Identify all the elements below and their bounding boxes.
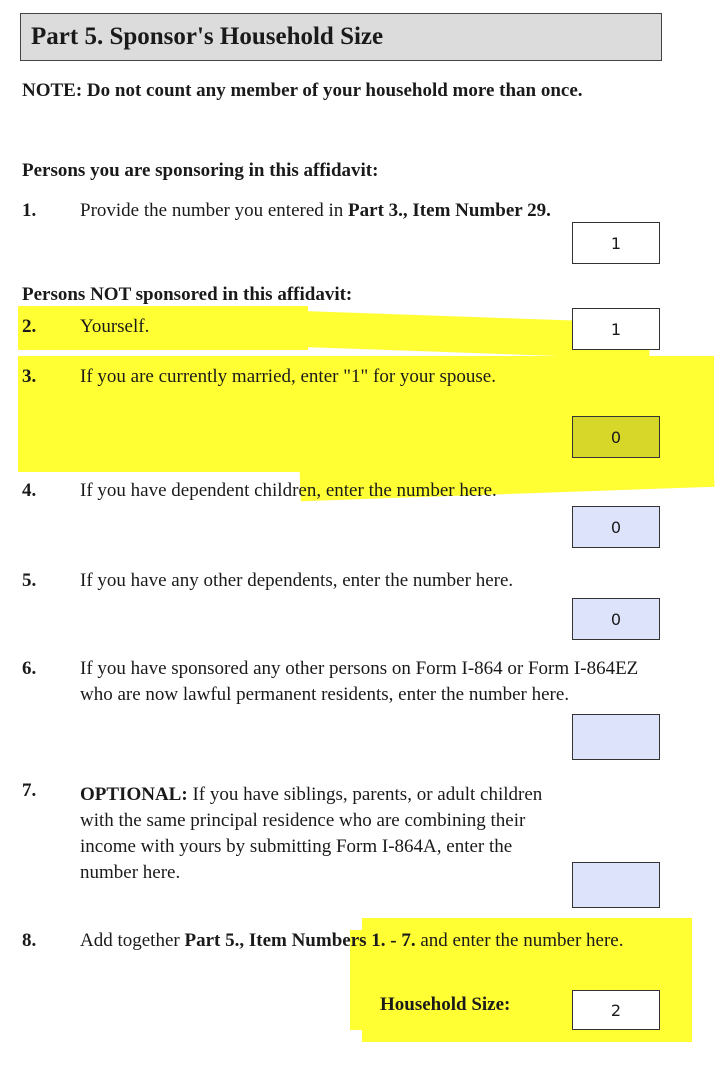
item-number: 7. — [22, 780, 37, 801]
section-heading-not-sponsored: Persons NOT sponsored in this affidavit: — [22, 284, 353, 305]
item-6-field[interactable] — [572, 714, 660, 760]
item-1-field[interactable]: 1 — [572, 222, 660, 264]
part-title: Part 5. Sponsor's Household Size — [31, 23, 384, 50]
part-header — [20, 13, 662, 61]
item-text: OPTIONAL: If you have siblings, parents, or adult children with the same principal residence who are combining their income with yours by submitting Form I-864A, enter the number here. — [80, 784, 543, 883]
item-text: If you have any other dependents, enter the number here. — [80, 570, 514, 591]
item-number: 1. — [22, 200, 37, 221]
item-number: 4. — [22, 480, 37, 501]
note: NOTE: Do not count any member of your household more than once. — [22, 80, 583, 101]
item-number: 6. — [22, 658, 37, 679]
item-2-field[interactable]: 1 — [572, 308, 660, 350]
item-text: If you have sponsored any other persons on Form I-864 or Form I-864EZ who are now lawful permanent residents, enter the number here. — [80, 658, 639, 705]
item-4-field[interactable]: 0 — [572, 506, 660, 548]
household-size-label: Household Size: — [380, 994, 511, 1015]
item-number: 3. — [22, 366, 37, 387]
item-5-field[interactable]: 0 — [572, 598, 660, 640]
item-number: 8. — [22, 930, 37, 951]
item-text: Provide the number you entered in Part 3., Item Number 29. — [80, 200, 551, 221]
item-number: 2. — [22, 316, 37, 337]
item-number: 5. — [22, 570, 37, 591]
item-text: Add together Part 5., Item Numbers 1. - 7. and enter the number here. — [80, 930, 624, 951]
item-3-field[interactable]: 0 — [572, 416, 660, 458]
item-7-field[interactable] — [572, 862, 660, 908]
item-text: Yourself. — [80, 316, 150, 337]
section-heading-sponsored: Persons you are sponsoring in this affidavit: — [22, 160, 379, 181]
item-text: If you have dependent children, enter the number here. — [80, 480, 497, 501]
household-size-field[interactable]: 2 — [572, 990, 660, 1030]
item-text: If you are currently married, enter "1" for your spouse. — [80, 366, 496, 387]
